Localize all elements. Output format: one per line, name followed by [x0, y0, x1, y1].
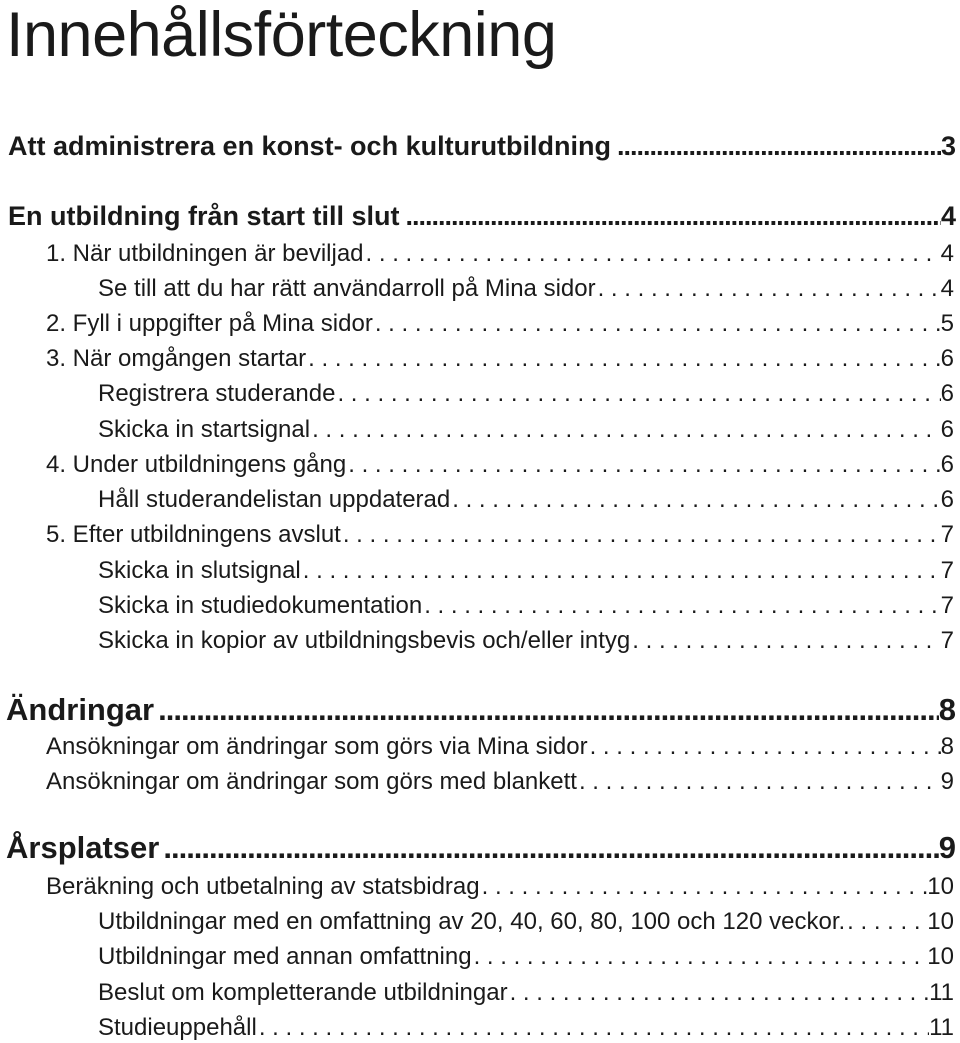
toc-page-number: 9 — [938, 830, 956, 865]
toc-label: Ändringar — [6, 692, 155, 727]
dot-leader — [400, 201, 941, 232]
toc-label: Studieuppehåll — [98, 1014, 257, 1041]
toc-page-number: 4 — [940, 275, 954, 302]
toc-heading-row[interactable] — [8, 131, 956, 162]
toc-entry-row[interactable] — [98, 486, 954, 514]
dot-leader — [341, 521, 941, 549]
toc-page-number: 8 — [938, 692, 956, 727]
toc-entry-row[interactable] — [46, 521, 954, 549]
dot-leader — [257, 1014, 929, 1042]
toc-page-number: 4 — [940, 201, 956, 231]
dot-leader — [577, 768, 941, 796]
dot-leader — [611, 131, 941, 162]
toc-page-number: 6 — [940, 380, 954, 407]
toc-entry-row[interactable] — [98, 416, 954, 444]
toc-page-number: 10 — [927, 873, 954, 900]
toc-entry-row[interactable] — [98, 380, 954, 408]
dot-leader — [845, 908, 927, 936]
toc-page-number: 6 — [940, 345, 954, 372]
toc-label: Skicka in kopior av utbildningsbevis och/eller intyg — [98, 627, 631, 654]
toc-label: Håll studerandelistan uppdaterad — [98, 486, 451, 513]
toc-entry-row[interactable] — [46, 345, 954, 373]
toc-page-number: 9 — [940, 768, 954, 795]
toc-label: Utbildningar med annan omfattning — [98, 943, 472, 970]
dot-leader — [373, 310, 941, 338]
toc-entry-row[interactable] — [98, 592, 954, 620]
toc-entry-row[interactable] — [98, 557, 954, 585]
toc-entry-row[interactable] — [98, 943, 954, 971]
toc-label: Att administrera en konst- och kulturutbildning — [8, 131, 612, 161]
toc-label: Beslut om kompletterande utbildningar — [98, 979, 508, 1006]
dot-leader — [508, 979, 930, 1007]
toc-page-number: 7 — [940, 521, 954, 548]
toc-page-number: 10 — [927, 943, 954, 970]
toc-entry-row[interactable] — [98, 979, 954, 1007]
toc-label: En utbildning från start till slut — [8, 201, 400, 231]
toc-page-number: 6 — [940, 451, 954, 478]
toc-entry-row[interactable] — [98, 908, 954, 936]
toc-page-number: 7 — [940, 627, 954, 654]
toc-label: Beräkning och utbetalning av statsbidrag — [46, 873, 480, 900]
toc-page-number: 7 — [940, 592, 954, 619]
dot-leader — [301, 557, 941, 585]
toc-label: 3. När omgången startar — [46, 345, 307, 372]
page-title: Innehållsförteckning — [6, 0, 557, 70]
toc-page-number: 5 — [940, 310, 954, 337]
toc-label: Skicka in studiedokumentation — [98, 592, 423, 619]
toc-page-number: 4 — [940, 240, 954, 267]
toc-label: Ansökningar om ändringar som görs med blankett — [46, 768, 577, 795]
dot-leader — [588, 733, 941, 761]
toc-page-number: 6 — [940, 486, 954, 513]
toc-label: 1. När utbildningen är beviljad — [46, 240, 364, 267]
toc-entry-row[interactable] — [98, 627, 954, 655]
dot-leader — [450, 486, 940, 514]
toc-entry-row[interactable] — [46, 733, 954, 761]
dot-leader — [472, 943, 928, 971]
toc-heading-row[interactable] — [6, 830, 956, 866]
dot-leader — [159, 830, 938, 866]
dot-leader — [310, 416, 941, 444]
toc-label: Årsplatser — [6, 830, 160, 865]
toc-label: Registrera studerande — [98, 380, 336, 407]
toc-entry-row[interactable] — [46, 768, 954, 796]
dot-leader — [306, 345, 941, 373]
toc-entry-row[interactable] — [46, 873, 954, 901]
toc-entry-row[interactable] — [46, 310, 954, 338]
toc-heading-row[interactable] — [8, 201, 956, 232]
toc-entry-row[interactable] — [98, 1014, 954, 1042]
toc-page-number: 11 — [929, 979, 954, 1006]
toc-page-number: 3 — [940, 131, 956, 161]
toc-entry-row[interactable] — [98, 275, 954, 303]
dot-leader — [364, 240, 941, 268]
toc-label: Se till att du har rätt användarroll på Mina sidor — [98, 275, 596, 302]
toc-page-number: 7 — [940, 557, 954, 584]
dot-leader — [630, 627, 940, 655]
toc-entry-row[interactable] — [46, 240, 954, 268]
toc-label: Ansökningar om ändringar som görs via Mina sidor — [46, 733, 588, 760]
toc-entry-row[interactable] — [46, 451, 954, 479]
toc-page-number: 6 — [940, 416, 954, 443]
toc-label: 5. Efter utbildningens avslut — [46, 521, 341, 548]
dot-leader — [335, 380, 940, 408]
dot-leader — [346, 451, 940, 479]
toc-label: Skicka in startsignal — [98, 416, 311, 443]
dot-leader — [154, 692, 939, 728]
toc-label: Skicka in slutsignal — [98, 557, 301, 584]
toc-page-number: 8 — [940, 733, 954, 760]
toc-label: 2. Fyll i uppgifter på Mina sidor — [46, 310, 373, 337]
toc-label: 4. Under utbildningens gång — [46, 451, 347, 478]
toc-page-number: 10 — [927, 908, 954, 935]
toc-page-number: 11 — [929, 1014, 954, 1041]
dot-leader — [422, 592, 940, 620]
toc-label: Utbildningar med en omfattning av 20, 40, 60, 80, 100 och 120 veckor. — [98, 908, 846, 935]
dot-leader — [596, 275, 941, 303]
dot-leader — [480, 873, 928, 901]
toc-heading-row[interactable] — [6, 692, 956, 728]
